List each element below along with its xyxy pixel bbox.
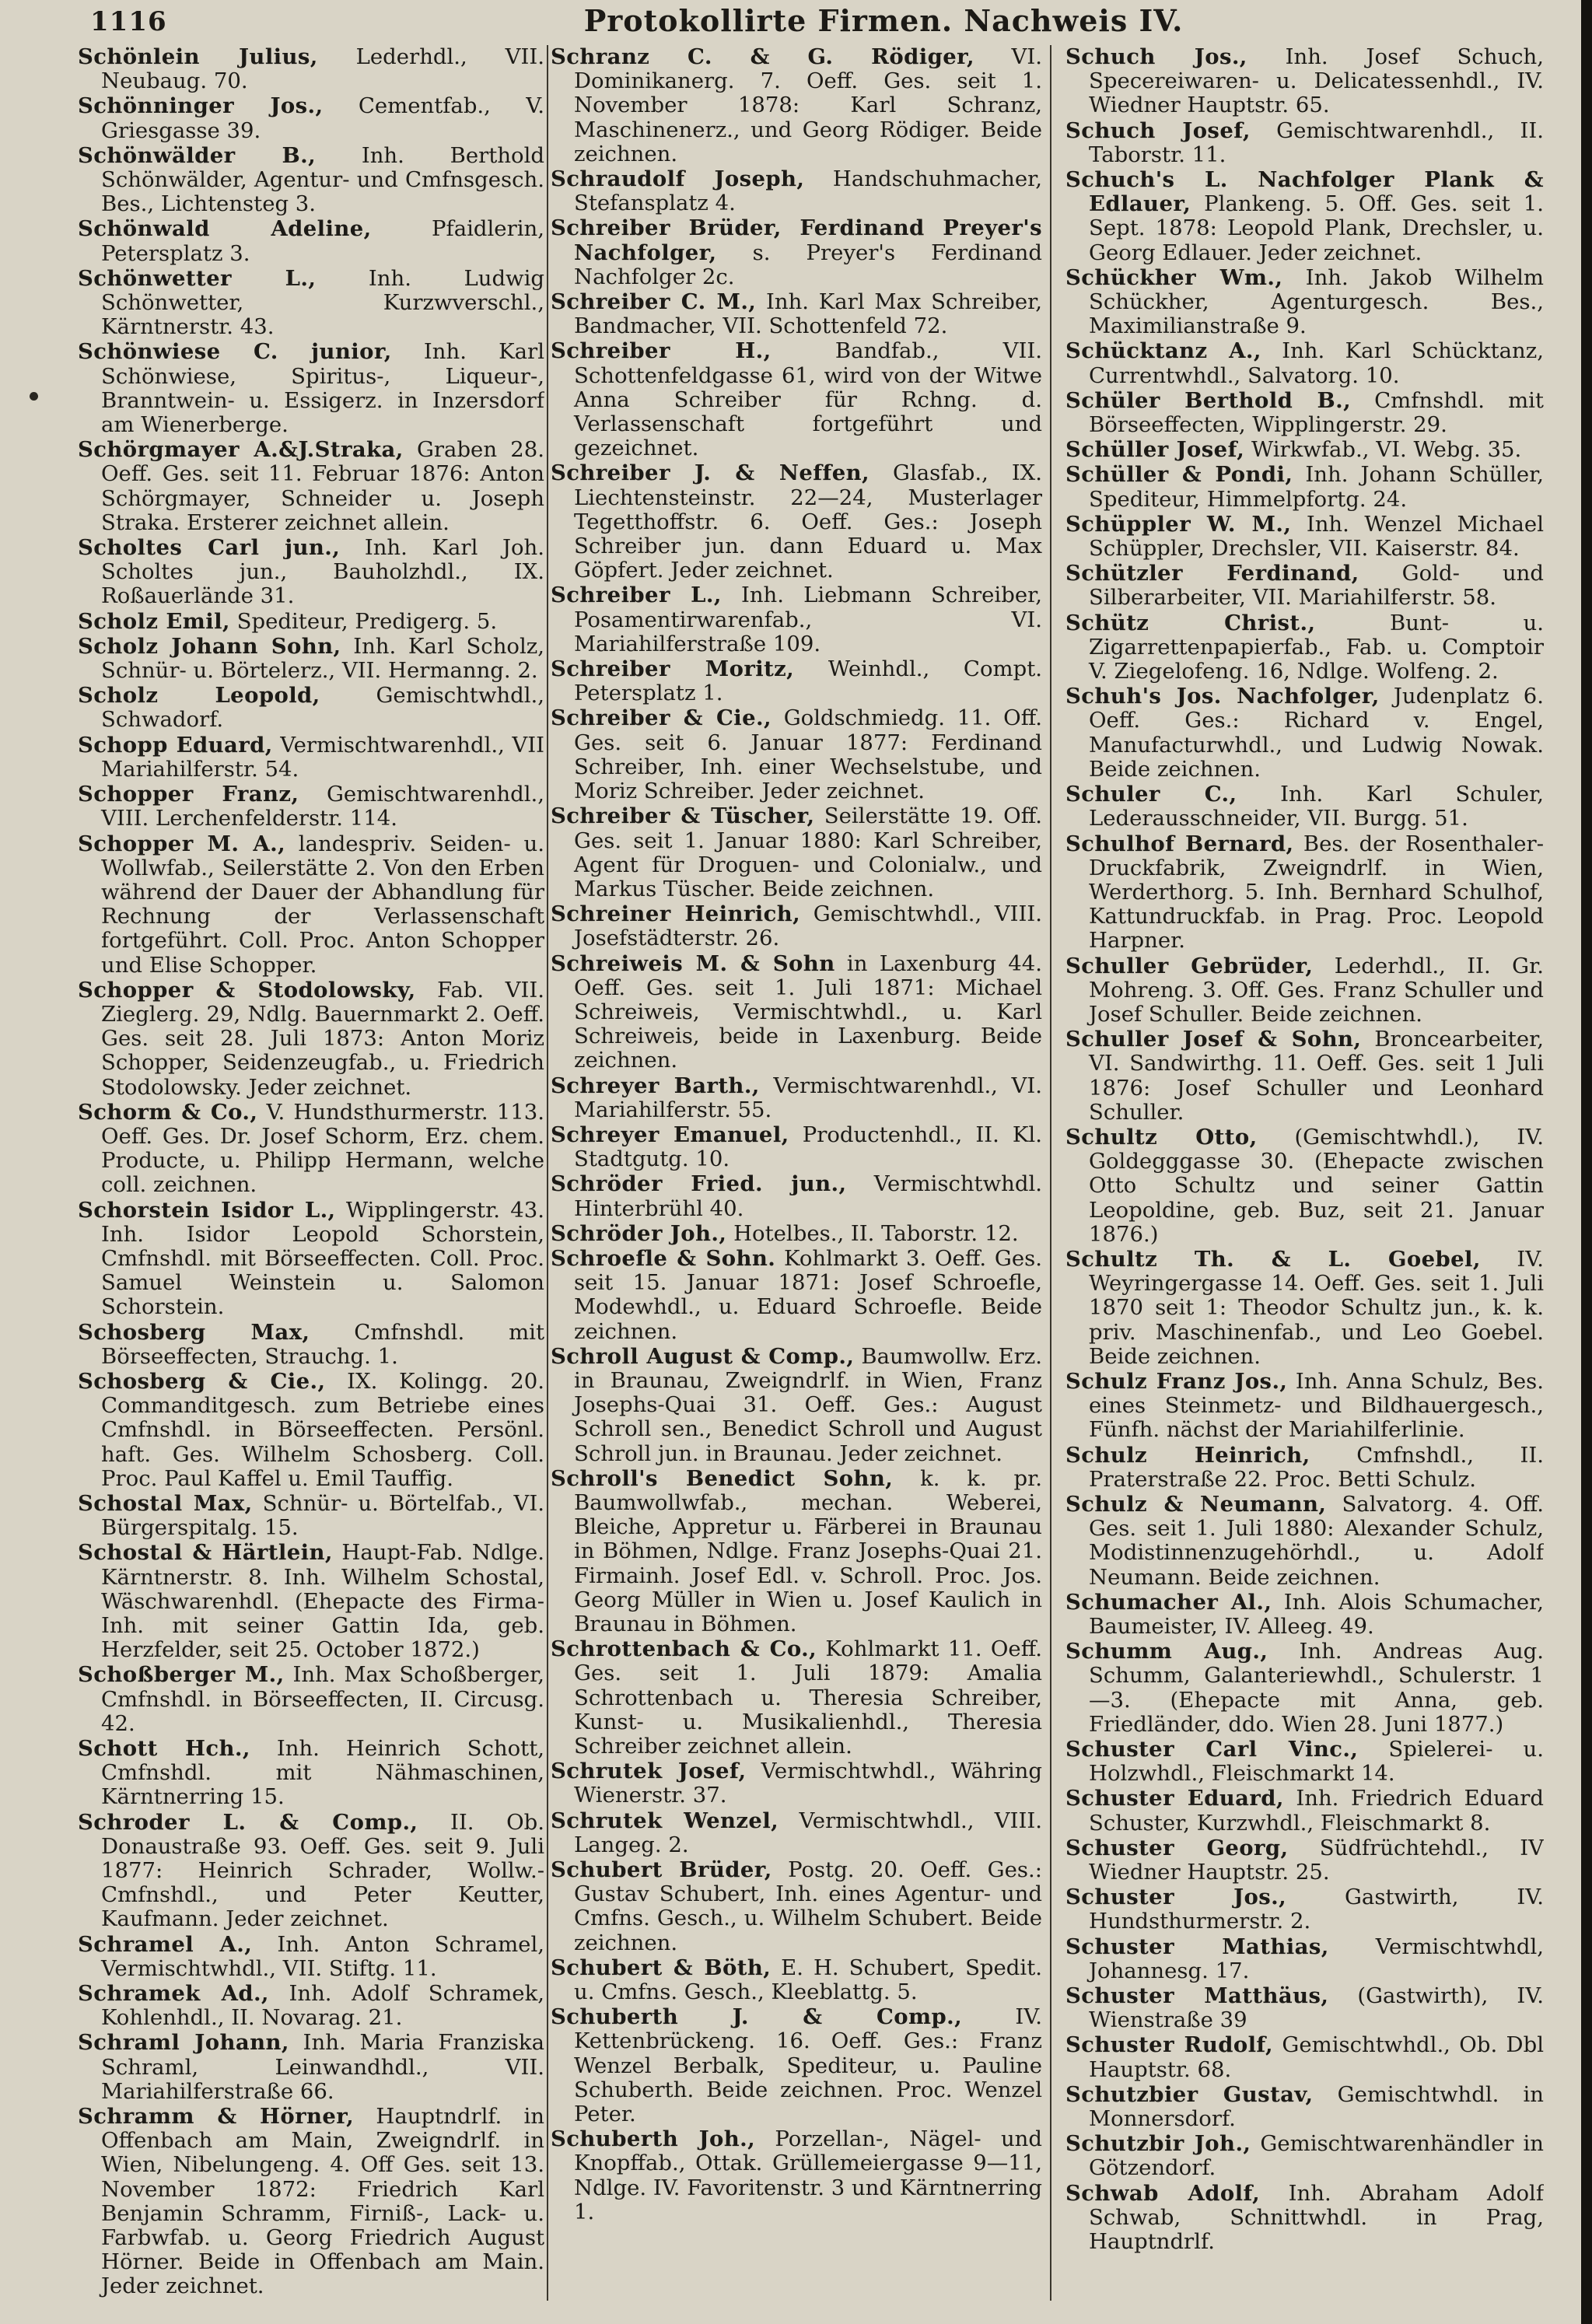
directory-entry	[551, 657, 1042, 705]
firm-details: Hotelbes., II. Taborstr. 12.	[733, 1220, 1019, 1246]
directory-entry	[78, 144, 544, 217]
firm-details: Lederhdl., VII. Neubaug. 70.	[101, 45, 544, 94]
directory-entry	[1065, 119, 1544, 167]
firm-details: Postg. 20. Oeff. Ges.: Gustav Schubert, Inh. eines Agentur- und Cmfns. Gesch., u. Wilhelm Schubert. Beide zeichnen.	[574, 1857, 1042, 1955]
firm-details: Inh. Josef Schuch, Specereiwaren- u. Delicatessenhdl., IV. Wiedner Hauptstr. 65.	[1089, 45, 1544, 118]
firm-details: Goldschmiedg. 11. Off. Ges. seit 6. Januar 1877: Ferdinand Schreiber, Inh. einer Wechselstube, und Moriz Schreiber. Jeder zeichnet.	[574, 705, 1042, 804]
firm-name: Schreiber Brüder, Ferdinand Preyer's Nachfolger,	[551, 215, 1042, 265]
firm-details: IX. Kolingg. 20. Commanditgesch. zum Betriebe eines Cmfnshdl. in Börseeffecten. Persönl. haft. Ges. Wilhelm Schosberg. Coll. Proc. Paul Kaffel u. Emil Tauffig.	[101, 1368, 544, 1491]
firm-details: Inh. Jakob Wilhelm Schückher, Agenturgesch. Bes., Maximilianstraße 9.	[1089, 264, 1544, 339]
firm-details: Wipplingerstr. 43. Inh. Isidor Leopold Schorstein, Cmfnshdl. mit Börseeffecten. Coll. Proc. Samuel Weinstein u. Salomon Schorstein.	[101, 1197, 544, 1320]
firm-name: Scholz Leopold,	[78, 683, 320, 709]
firm-name: Schroefle & Sohn.	[551, 1245, 776, 1271]
firm-name: Schrutek Wenzel,	[551, 1808, 779, 1833]
firm-name: Schraudolf Joseph,	[551, 166, 805, 192]
firm-details: Inh. Andreas Aug. Schumm, Galanteriewhdl., Schulerstr. 1—3. (Ehepacte mit Anna, geb. Friedländer, ddo. Wien 28. Juni 1877.)	[1089, 1639, 1544, 1737]
firm-name: Schreyer Barth.,	[551, 1073, 760, 1098]
directory-entry	[78, 1663, 544, 1736]
firm-name: Schumm Aug.,	[1065, 1639, 1268, 1664]
directory-entry	[551, 1345, 1042, 1466]
directory-entry	[551, 583, 1042, 656]
firm-name: Schulz & Neumann,	[1065, 1491, 1327, 1517]
firm-name: Schröder Joh.,	[551, 1220, 727, 1246]
firm-details: k. k. pr. Baumwollwfab., mechan. Weberei, Bleiche, Appretur u. Färberei in Braunau in Böhmen, Ndlge. Franz Josephs-Quai 21. Firmainh. Josef Edl. v. Schroll. Proc. Jos. Georg Müller in Wien u. Josef Kaulich in Braunau in Böhmen.	[574, 1465, 1042, 1636]
firm-details: Fab. VII. Zieglerg. 29, Ndlg. Bauernmarkt 2. Oeff. Ges. seit 28. Juli 1873: Anton Moriz Schopper, Seidenzeugfab., u. Friedrich Stodolowsky. Jeder zeichnet.	[101, 977, 544, 1100]
directory-entry	[78, 1101, 544, 1198]
firm-details: (Gemischtwhdl.), IV. Goldegggasse 30. (Ehepacte zwischen Otto Schultz und seiner Gattin Leopoldine, geb. Buz, seit 21. Januar 1876.)	[1089, 1124, 1544, 1247]
directory-entry	[78, 1541, 544, 1662]
directory-entry	[78, 1737, 544, 1810]
directory-entry	[1065, 954, 1544, 1027]
firm-details: IV. Weyringergasse 14. Oeff. Ges. seit 1. Juli 1870 seit 1: Theodor Schultz jun., k. k. priv. Maschinenfab., und Leo Goebel. Beide zeichnen.	[1089, 1246, 1544, 1369]
directory-entry	[551, 1759, 1042, 1808]
firm-details: Vermischtwhdl, Johannesg. 17.	[1089, 1934, 1544, 1983]
firm-details: Inh. Anna Schulz, Bes. eines Steinmetz- und Bildhauergesch., Fünfh. nächst der Mariahilferlinie.	[1089, 1368, 1544, 1443]
firm-name: Schütz Christ.,	[1065, 610, 1316, 635]
firm-name: Schulz Heinrich,	[1065, 1442, 1310, 1468]
directory-entry	[78, 340, 544, 437]
firm-name: Schönwiese C. junior,	[78, 339, 392, 365]
firm-details: Haupt-Fab. Ndlge. Kärntnerstr. 8. Inh. Wilhelm Schostal, Wäschwarenhdl. (Ehepacte des Firma-Inh. mit seiner Gattin Ida, geb. Herzfelder, seit 25. October 1872.)	[101, 1540, 544, 1663]
directory-entry	[1065, 1493, 1544, 1590]
firm-name: Schubert & Böth,	[551, 1955, 772, 1980]
firm-name: Schosberg & Cie.,	[78, 1368, 326, 1394]
firm-details: Plankeng. 5. Off. Ges. seit 1. Sept. 1878: Leopold Plank, Drechsler, u. Georg Edlauer. Jeder zeichnet.	[1089, 191, 1544, 265]
directory-entry	[551, 216, 1042, 289]
directory-entry	[1065, 45, 1544, 118]
firm-details: Inh. Karl Joh. Scholtes jun., Bauholzhdl., IX. Roßauerlände 31.	[101, 535, 544, 609]
firm-name: Schuch Josef,	[1065, 117, 1251, 143]
firm-details: IV. Kettenbrückeng. 16. Oeff. Ges.: Franz Wenzel Berbalk, Spediteur, u. Pauline Schuberth. Beide zeichnen. Proc. Wenzel Peter.	[574, 2004, 1042, 2127]
directory-entry	[551, 1247, 1042, 1344]
firm-details: Inh. Karl Schücktanz, Currentwhdl., Salvatorg. 10.	[1089, 338, 1544, 388]
running-title: Protokollirte Firmen. Nachweis IV.	[583, 3, 1184, 38]
firm-details: Gemischtwhdl., VIII. Josefstädterstr. 26.	[574, 901, 1042, 951]
firm-name: Schraml Johann,	[78, 2030, 289, 2056]
firm-name: Schreiber Moritz,	[551, 656, 795, 682]
firm-name: Schutzbir Joh.,	[1065, 2131, 1251, 2157]
directory-entry	[1065, 1370, 1544, 1443]
firm-name: Schreiber H.,	[551, 338, 772, 364]
firm-name: Schuberth Joh.,	[551, 2126, 756, 2152]
firm-details: Pfaidlerin, Petersplatz 3.	[101, 216, 544, 266]
firm-name: Schutzbier Gustav,	[1065, 2081, 1314, 2107]
directory-entry	[78, 1982, 544, 2030]
firm-name: Schützler Ferdinand,	[1065, 561, 1359, 586]
directory-entry	[1065, 1027, 1544, 1125]
firm-name: Schroll August & Comp.,	[551, 1343, 855, 1369]
directory-entry	[551, 1809, 1042, 1857]
firm-details: Gemischtwarenhdl., VIII. Lerchenfelderstr. 114.	[101, 782, 544, 831]
directory-entry	[1065, 1444, 1544, 1492]
firm-details: Salvatorg. 4. Off. Ges. seit 1. Juli 1880: Alexander Schulz, Modistinnenzugehörhdl., u. Adolf Neumann. Beide zeichnen.	[1089, 1491, 1544, 1590]
firm-details: Gemischtwarenhdl., II. Taborstr. 11.	[1089, 117, 1544, 167]
firm-details: Seilerstätte 19. Off. Ges. seit 1. Januar 1880: Karl Schreiber, Agent für Droguen- und Colonialw., und Markus Tüscher. Beide zeichnen.	[574, 803, 1042, 901]
firm-details: Inh. Alois Schumacher, Baumeister, IV. Alleeg. 49.	[1089, 1589, 1544, 1639]
directory-entry	[1065, 339, 1544, 387]
firm-name: Schüller & Pondi,	[1065, 462, 1293, 488]
firm-name: Schubert Brüder,	[551, 1857, 772, 1883]
firm-details: Inh. Karl Max Schreiber, Bandmacher, VII. Schottenfeld 72.	[574, 289, 1042, 339]
directory-entry	[1065, 438, 1544, 462]
directory-entry	[551, 461, 1042, 583]
firm-details: Spediteur, Predigerg. 5.	[236, 608, 498, 634]
firm-details: Vermischtwarenhdl., VI. Mariahilferstr. 55.	[574, 1073, 1042, 1122]
firm-details: Inh. Karl Schönwiese, Spiritus-, Liqueur-, Branntwein- u. Essigerz. in Inzersdorf am Wienerberge.	[101, 339, 544, 438]
firm-name: Schuster Matthäus,	[1065, 1983, 1329, 2009]
directory-entry	[78, 635, 544, 683]
firm-name: Schreyer Emanuel,	[551, 1122, 789, 1147]
firm-details: Porzellan-, Nägel- und Knopffab., Ottak. Grüllemeiergasse 9—11, Ndlge. IV. Favoritenstr. 3 und Kärntnerring 1.	[574, 2126, 1042, 2224]
firm-name: Schuster Carl Vinc.,	[1065, 1737, 1359, 1762]
firm-details: Productenhdl., II. Kl. Stadtgutg. 10.	[574, 1122, 1042, 1172]
directory-entry	[78, 1492, 544, 1540]
firm-name: Schorm & Co.,	[78, 1099, 258, 1125]
firm-name: Schuster Jos.,	[1065, 1885, 1287, 1910]
directory-entry	[78, 45, 544, 93]
firm-details: Kohlmarkt 11. Oeff. Ges. seit 1. Juli 1879: Amalia Schrottenbach u. Theresia Schreiber, Kunst- u. Musikalienhdl., Theresia Schreiber zeichnet allein.	[574, 1636, 1042, 1759]
firm-details: Inh. Berthold Schönwälder, Agentur- und Cmfnsgesch. Bes., Lichtensteg 3.	[101, 142, 544, 217]
directory-entry	[551, 902, 1042, 950]
firm-name: Schüppler W. M.,	[1065, 511, 1292, 537]
firm-details: Inh. Ludwig Schönwetter, Kurzwverschl., Kärntnerstr. 43.	[101, 265, 544, 340]
firm-name: Schuster Georg,	[1065, 1835, 1289, 1860]
directory-entry	[551, 1123, 1042, 1171]
firm-name: Schuberth J. & Comp.,	[551, 2004, 963, 2030]
directory-entry	[551, 1467, 1042, 1636]
directory-entry	[1065, 562, 1544, 610]
firm-details: (Gastwirth), IV. Wienstraße 39	[1089, 1983, 1544, 2033]
directory-entry	[1065, 2033, 1544, 2081]
firm-details: Inh. Liebmann Schreiber, Posamentirwarenfab., VI. Mariahilferstraße 109.	[574, 583, 1042, 656]
firm-details: II. Ob. Donaustraße 93. Oeff. Ges. seit 9. Juli 1877: Heinrich Schrader, Wollw.-Cmfnshdl., und Peter Keutter, Kaufmann. Jeder zeichnet.	[101, 1809, 544, 1932]
directory-entry	[1065, 266, 1544, 339]
firm-details: landespriv. Seiden- u. Wollwfab., Seilerstätte 2. Von den Erben während der Dauer der Abhandlung für Rechnung der Verlassenschaft fortgeführt. Coll. Proc. Anton Schopper und Elise Schopper.	[101, 831, 544, 978]
firm-details: Inh. Maria Franziska Schraml, Leinwandhdl., VII. Mariahilferstraße 66.	[101, 2030, 544, 2104]
directory-entry	[78, 978, 544, 1100]
directory-entry	[78, 1933, 544, 1981]
firm-details: Broncearbeiter, VI. Sandwirthg. 11. Oeff. Ges. seit 1 Juli 1876: Josef Schuller und Leonhard Schuller.	[1089, 1027, 1544, 1125]
firm-name: Schostal Max,	[78, 1490, 253, 1516]
firm-name: Schuch Jos.,	[1065, 45, 1247, 69]
firm-details: Hauptndrlf. in Offenbach am Main, Zweigndrlf. in Wien, Nibelungeng. 4. Off Ges. seit 13. November 1872: Friedrich Karl Benjamin Schramm, Firniß-, Lack- u. Farbwfab. u. Georg Friedrich August Hörner. Beide in Offenbach am Main. Jeder zeichnet.	[101, 2104, 544, 2299]
directory-entry	[1065, 2083, 1544, 2131]
directory-entry	[551, 952, 1042, 1073]
page-edge	[1581, 0, 1592, 2324]
firm-name: Schwab Adolf,	[1065, 2180, 1261, 2206]
column-2	[551, 45, 1042, 2301]
firm-name: Schuster Rudolf,	[1065, 2032, 1274, 2058]
firm-name: Schuster Eduard,	[1065, 1786, 1284, 1811]
firm-details: V. Hundsthurmerstr. 113. Oeff. Ges. Dr. Josef Schorm, Erz. chem. Producte, u. Philipp Hermann, welche coll. zeichnen.	[101, 1099, 544, 1198]
firm-details: Gemischtwarenhändler in Götzendorf.	[1089, 2131, 1544, 2181]
directory-entry	[1065, 1787, 1544, 1835]
directory-entry	[78, 1199, 544, 1320]
firm-name: Schroll's Benedict Sohn,	[551, 1465, 894, 1491]
firm-details: Cmfnshdl. mit Börseeffecten, Wipplingerstr. 29.	[1089, 387, 1544, 438]
firm-details: Wirkwfab., VI. Webg. 35.	[1251, 437, 1522, 463]
firm-details: Gemischtwhdl. in Monnersdorf.	[1089, 2081, 1544, 2132]
firm-details: Vermischtwhdl. Hinterbrühl 40.	[574, 1171, 1042, 1221]
firm-name: Schreiber & Tüscher,	[551, 803, 815, 829]
firm-name: Schroder L. & Comp.,	[78, 1809, 418, 1835]
directory-entry	[78, 1321, 544, 1369]
firm-name: Schostal & Härtlein,	[78, 1540, 333, 1566]
firm-name: Schönlein Julius,	[78, 45, 318, 69]
directory-entry	[1065, 782, 1544, 831]
firm-name: Schuller Josef & Sohn,	[1065, 1027, 1362, 1052]
firm-details: Inh. Abraham Adolf Schwab, Schnittwhdl. in Prag, Hauptndrlf.	[1089, 2180, 1544, 2255]
firm-name: Schücktanz A.,	[1065, 338, 1261, 364]
firm-details: VI. Dominikanerg. 7. Oeff. Ges. seit 1. November 1878: Karl Schranz, Maschinenerz., und Georg Rödiger. Beide zeichnen.	[574, 45, 1042, 166]
directory-entry	[1065, 513, 1544, 561]
firm-details: Vermischtwarenhdl., VII Mariahilferstr. 54.	[101, 732, 544, 782]
firm-details: Cmfnshdl., II. Praterstraße 22. Proc. Betti Schulz.	[1089, 1442, 1544, 1492]
directory-entry	[1065, 1836, 1544, 1885]
firm-details: Südfrüchtehdl., IV Wiedner Hauptstr. 25.	[1089, 1835, 1544, 1885]
directory-entry	[1065, 832, 1544, 954]
firm-details: Glasfab., IX. Liechtensteinstr. 22—24, Musterlager Tegetthoffstr. 6. Oeff. Ges.: Joseph Schreiber jun. dann Eduard u. Max Göpfert. Jeder zeichnet.	[574, 460, 1042, 583]
directory-entry	[1065, 2182, 1544, 2255]
firm-name: Schorstein Isidor L.,	[78, 1197, 336, 1223]
directory-entry	[551, 804, 1042, 901]
firm-details: Cementfab., V. Griesgasse 39.	[101, 93, 544, 143]
firm-name: Schörgmayer A.&J.Straka,	[78, 437, 404, 463]
firm-details: Inh. Friedrich Eduard Schuster, Kurzwhdl., Fleischmarkt 8.	[1089, 1786, 1544, 1836]
directory-entry	[1065, 168, 1544, 265]
firm-details: Kohlmarkt 3. Oeff. Ges. seit 15. Januar 1871: Josef Schroefle, Modewhdl., u. Eduard Schroefle. Beide zeichnen.	[574, 1245, 1042, 1344]
firm-name: Schoßberger M.,	[78, 1662, 285, 1688]
firm-name: Schreiber J. & Neffen,	[551, 460, 869, 486]
firm-details: Baumwollw. Erz. in Braunau, Zweigndrlf. in Wien, Franz Josephs-Quai 31. Oeff. Ges.: August Schroll sen., Benedict Schroll und August Schroll jun. in Braunau. Jeder zeichnet.	[574, 1343, 1042, 1466]
firm-name: Schüler Berthold B.,	[1065, 387, 1352, 413]
page-header	[75, 3, 1560, 44]
firm-name: Schosberg Max,	[78, 1319, 310, 1345]
firm-details: Bandfab., VII. Schottenfeldgasse 61, wird von der Witwe Anna Schreiber für Rchng. d. Verlassenschaft fortgeführt und gezeichnet.	[574, 338, 1042, 461]
firm-details: Cmfnshdl. mit Börseeffecten, Strauchg. 1.	[101, 1319, 544, 1369]
directory-entry	[78, 782, 544, 831]
firm-details: Gemischtwhdl., Schwadorf.	[101, 683, 544, 733]
firm-name: Schönwald Adeline,	[78, 216, 372, 242]
column-3	[1065, 45, 1544, 2301]
firm-name: Schuh's Jos. Nachfolger,	[1065, 684, 1380, 709]
firm-details: Vermischtwhdl., VIII. Langeg. 2.	[574, 1808, 1042, 1857]
firm-details: Lederhdl., II. Gr. Mohreng. 3. Off. Ges. Franz Schuller und Josef Schuller. Beide zeichnen.	[1089, 953, 1544, 1027]
directory-entry	[78, 832, 544, 978]
directory-entry	[78, 2031, 544, 2104]
firm-name: Schönninger Jos.,	[78, 93, 324, 119]
directory-entry	[78, 438, 544, 535]
firm-details: in Laxenburg 44. Oeff. Ges. seit 1. Juli 1871: Michael Schreiweis, Vermischtwhdl., u. Karl Schreiweis, beide in Laxenburg. Beide zeichnen.	[574, 950, 1042, 1073]
directory-entry	[1065, 1935, 1544, 1983]
firm-name: Schreiner Heinrich,	[551, 901, 801, 927]
directory-entry	[1065, 684, 1544, 782]
firm-name: Schreiber C. M.,	[551, 289, 757, 315]
directory-entry	[1065, 1640, 1544, 1737]
firm-details: Gastwirth, IV. Hundsthurmerstr. 2.	[1089, 1885, 1544, 1934]
firm-name: Schopper Franz,	[78, 782, 299, 807]
firm-name: Schreiber L.,	[551, 583, 722, 608]
firm-name: Schuch's L. Nachfolger Plank & Edlauer,	[1065, 167, 1544, 217]
firm-name: Schüller Josef,	[1065, 437, 1245, 463]
firm-details: E. H. Schubert, Spedit. u. Cmfns. Gesch., Kleeblattg. 5.	[574, 1955, 1042, 2005]
firm-details: s. Preyer's Ferdinand Nachfolger 2c.	[574, 240, 1042, 289]
directory-entry	[78, 217, 544, 265]
firm-name: Schranz C. & G. Rödiger,	[551, 45, 975, 69]
firm-details: Handschuhmacher, Stefansplatz 4.	[574, 166, 1042, 216]
directory-entry	[551, 1637, 1042, 1759]
firm-name: Schreiber & Cie.,	[551, 705, 772, 731]
directory-entry	[551, 1222, 1042, 1246]
column-divider	[1050, 45, 1051, 2301]
firm-name: Schreiweis M. & Sohn	[551, 950, 835, 976]
firm-name: Schuller Gebrüder,	[1065, 953, 1314, 978]
firm-name: Schulhof Bernard,	[1065, 831, 1294, 856]
firm-name: Schopper & Stodolowsky,	[78, 977, 416, 1003]
firm-details: Spielerei- u. Holzwhdl., Fleischmarkt 14.	[1089, 1737, 1544, 1787]
firm-details: Vermischtwhdl., Währing Wienerstr. 37.	[574, 1759, 1042, 1808]
firm-details: Inh. Anton Schramel, Vermischtwhdl., VII. Stiftg. 11.	[101, 1931, 544, 1981]
firm-name: Schulz Franz Jos.,	[1065, 1368, 1288, 1394]
directory-entry	[1065, 1125, 1544, 1247]
firm-name: Schramel A.,	[78, 1931, 253, 1957]
firm-name: Schramm & Hörner,	[78, 2104, 355, 2130]
directory-entry	[551, 2127, 1042, 2224]
firm-name: Schott Hch.,	[78, 1736, 250, 1762]
firm-details: Inh. Karl Scholz, Schnür- u. Börtelerz., VII. Hermanng. 2.	[101, 633, 544, 684]
directory-entry	[78, 1811, 544, 1932]
directory-entry	[78, 267, 544, 340]
directory-entry	[78, 1370, 544, 1491]
firm-name: Schrutek Josef,	[551, 1759, 747, 1784]
directory-entry	[78, 610, 544, 634]
firm-details: Inh. Heinrich Schott, Cmfnshdl. mit Nähmaschinen, Kärntnerring 15.	[101, 1736, 544, 1810]
directory-entry	[1065, 611, 1544, 684]
firm-name: Schönwälder B.,	[78, 142, 317, 168]
directory-entry	[551, 2005, 1042, 2126]
directory-entry	[551, 1956, 1042, 2004]
directory-entry	[78, 94, 544, 142]
directory-entry	[551, 1074, 1042, 1122]
firm-name: Schönwetter L.,	[78, 265, 317, 291]
firm-details: Inh. Wenzel Michael Schüppler, Drechsler, VII. Kaiserstr. 84.	[1089, 511, 1544, 562]
directory-entry	[1065, 1984, 1544, 2032]
directory-entry	[551, 339, 1042, 460]
directory-entry	[551, 1858, 1042, 1955]
directory-entry	[1065, 463, 1544, 511]
firm-details: Bunt- u. Zigarrettenpapierfab., Fab. u. Comptoir V. Ziegelofeng. 16, Ndlge. Wolfeng. 2.	[1089, 610, 1544, 684]
firm-name: Schuster Mathias,	[1065, 1934, 1329, 1959]
firm-details: Gemischtwhdl., Ob. Dbl Hauptstr. 68.	[1089, 2032, 1544, 2082]
firm-name: Scholz Johann Sohn,	[78, 633, 341, 659]
firm-name: Schramek Ad.,	[78, 1981, 269, 2007]
firm-name: Schückher Wm.,	[1065, 264, 1283, 290]
column-1	[78, 45, 544, 2301]
ink-dot-mark	[30, 392, 38, 401]
firm-name: Scholtes Carl jun.,	[78, 535, 341, 561]
firm-details: Graben 28. Oeff. Ges. seit 11. Februar 1876: Anton Schörgmayer, Schneider u. Joseph Straka. Ersterer zeichnet allein.	[101, 437, 544, 535]
firm-details: Weinhdl., Compt. Petersplatz 1.	[574, 656, 1042, 706]
firm-name: Schultz Otto,	[1065, 1124, 1258, 1150]
firm-name: Schultz Th. & L. Goebel,	[1065, 1246, 1481, 1272]
firm-details: Schnür- u. Börtelfab., VI. Bürgerspitalg. 15.	[101, 1490, 544, 1541]
firm-details: Bes. der Rosenthaler-Druckfabrik, Zweigndrlf. in Wien, Werderthorg. 5. Inh. Bernhard Schulhof, Kattundruckfab. in Prag. Proc. Leopold Harpner.	[1089, 831, 1544, 954]
firm-details: Gold- und Silberarbeiter, VII. Mariahilferstr. 58.	[1089, 561, 1544, 611]
firm-name: Schopper M. A.,	[78, 831, 286, 856]
firm-name: Scholz Emil,	[78, 608, 230, 634]
directory-entry	[78, 733, 544, 782]
directory-entry	[1065, 1248, 1544, 1369]
firm-details: Inh. Adolf Schramek, Kohlenhdl., II. Novarag. 21.	[101, 1981, 544, 2031]
directory-entry	[551, 167, 1042, 215]
directory-entry	[78, 684, 544, 732]
directory-entry	[551, 290, 1042, 338]
directory-entry	[551, 706, 1042, 803]
firm-name: Schopp Eduard,	[78, 732, 273, 758]
firm-details: Inh. Johann Schüller, Spediteur, Himmelpfortg. 24.	[1089, 462, 1544, 512]
firm-details: Inh. Max Schoßberger, Cmfnshdl. in Börseeffecten, II. Circusg. 42.	[101, 1662, 544, 1736]
directory-entry	[1065, 1591, 1544, 1639]
firm-name: Schröder Fried. jun.,	[551, 1171, 847, 1197]
directory-entry	[1065, 2132, 1544, 2180]
firm-details: Judenplatz 6. Oeff. Ges.: Richard v. Engel, Manufacturwhdl., und Ludwig Nowak. Beide zeichnen.	[1089, 684, 1544, 782]
firm-name: Schumacher Al.,	[1065, 1589, 1272, 1615]
directory-entry	[78, 536, 544, 609]
directory-entry	[1065, 1738, 1544, 1786]
directory-entry	[78, 2105, 544, 2299]
directory-entry	[551, 1172, 1042, 1220]
firm-name: Schuler C.,	[1065, 782, 1237, 807]
directory-entry	[1065, 1885, 1544, 1934]
directory-entry	[551, 45, 1042, 166]
page-number: 1116	[90, 6, 167, 37]
firm-name: Schrottenbach & Co.,	[551, 1636, 817, 1662]
directory-entry	[1065, 389, 1544, 437]
column-divider	[547, 45, 548, 2301]
firm-details: Inh. Karl Schuler, Lederausschneider, VII. Burgg. 51.	[1089, 782, 1544, 831]
